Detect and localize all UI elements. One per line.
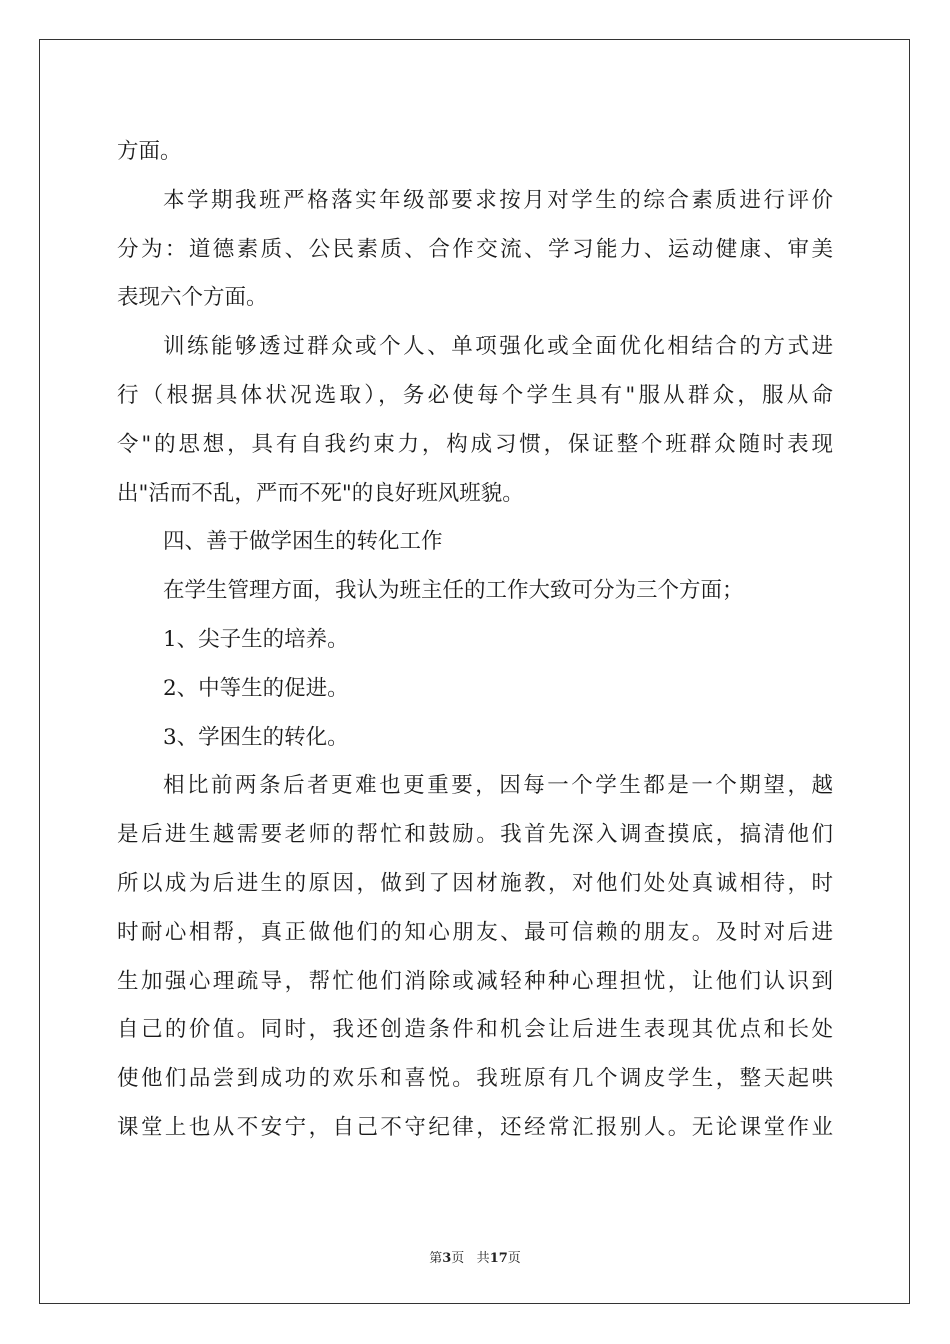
- text-line: 行（根据具体状况选取），务必使每个学生具有"服从群众，服从命: [117, 382, 833, 408]
- total-suffix: 页: [507, 1251, 521, 1266]
- text-line: 在学生管理方面，我认为班主任的工作大致可分为三个方面；: [163, 578, 744, 604]
- page-prefix: 第: [429, 1251, 443, 1266]
- text-line: 课堂上也从不安宁，自己不守纪律，还经常汇报别人。无论课堂作业: [117, 1114, 833, 1140]
- text-line: 方面。: [117, 139, 182, 164]
- text-line: 表现六个方面。: [117, 285, 268, 311]
- section-heading: 四、善于做学困生的转化工作: [163, 529, 443, 555]
- text-line: 自己的价值。同时，我还创造条件和机会让后进生表现其优点和长处: [117, 1017, 833, 1043]
- text-line: 所以成为后进生的原因，做到了因材施教，对他们处处真诚相待，时: [117, 870, 833, 896]
- page-suffix: 页: [451, 1251, 465, 1266]
- text-line: 令"的思想，具有自我约束力，构成习惯，保证整个班群众随时表现: [117, 431, 833, 457]
- text-line: 使他们品尝到成功的欢乐和喜悦。我班原有几个调皮学生，整天起哄: [117, 1066, 833, 1092]
- total-prefix: 共: [476, 1251, 490, 1266]
- text-line: 时耐心相帮，真正做他们的知心朋友、最可信赖的朋友。及时对后进: [117, 919, 833, 945]
- text-line: 相比前两条后者更难也更重要，因每一个学生都是一个期望，越: [163, 773, 833, 799]
- page-number: 3: [442, 1251, 452, 1266]
- page-footer: [0, 1247, 950, 1266]
- total-pages: 17: [489, 1251, 508, 1266]
- list-item: 3、学困生的转化。: [163, 724, 349, 750]
- text-line: 生加强心理疏导，帮忙他们消除或减轻种种心理担忧，让他们认识到: [117, 968, 833, 994]
- text-line: 分为：道德素质、公民素质、合作交流、学习能力、运动健康、审美: [117, 236, 833, 262]
- list-item: 2、中等生的促进。: [163, 675, 349, 701]
- text-line: 训练能够透过群众或个人、单项强化或全面优化相结合的方式进: [163, 334, 833, 360]
- document-body: [117, 128, 833, 1153]
- text-line: 本学期我班严格落实年级部要求按月对学生的综合素质进行评价: [163, 187, 833, 213]
- text-line: 是后进生越需要老师的帮忙和鼓励。我首先深入调查摸底，搞清他们: [117, 822, 833, 848]
- text-line: 出"活而不乱，严而不死"的良好班风班貌。: [117, 480, 524, 506]
- list-item: 1、尖子生的培养。: [163, 626, 349, 652]
